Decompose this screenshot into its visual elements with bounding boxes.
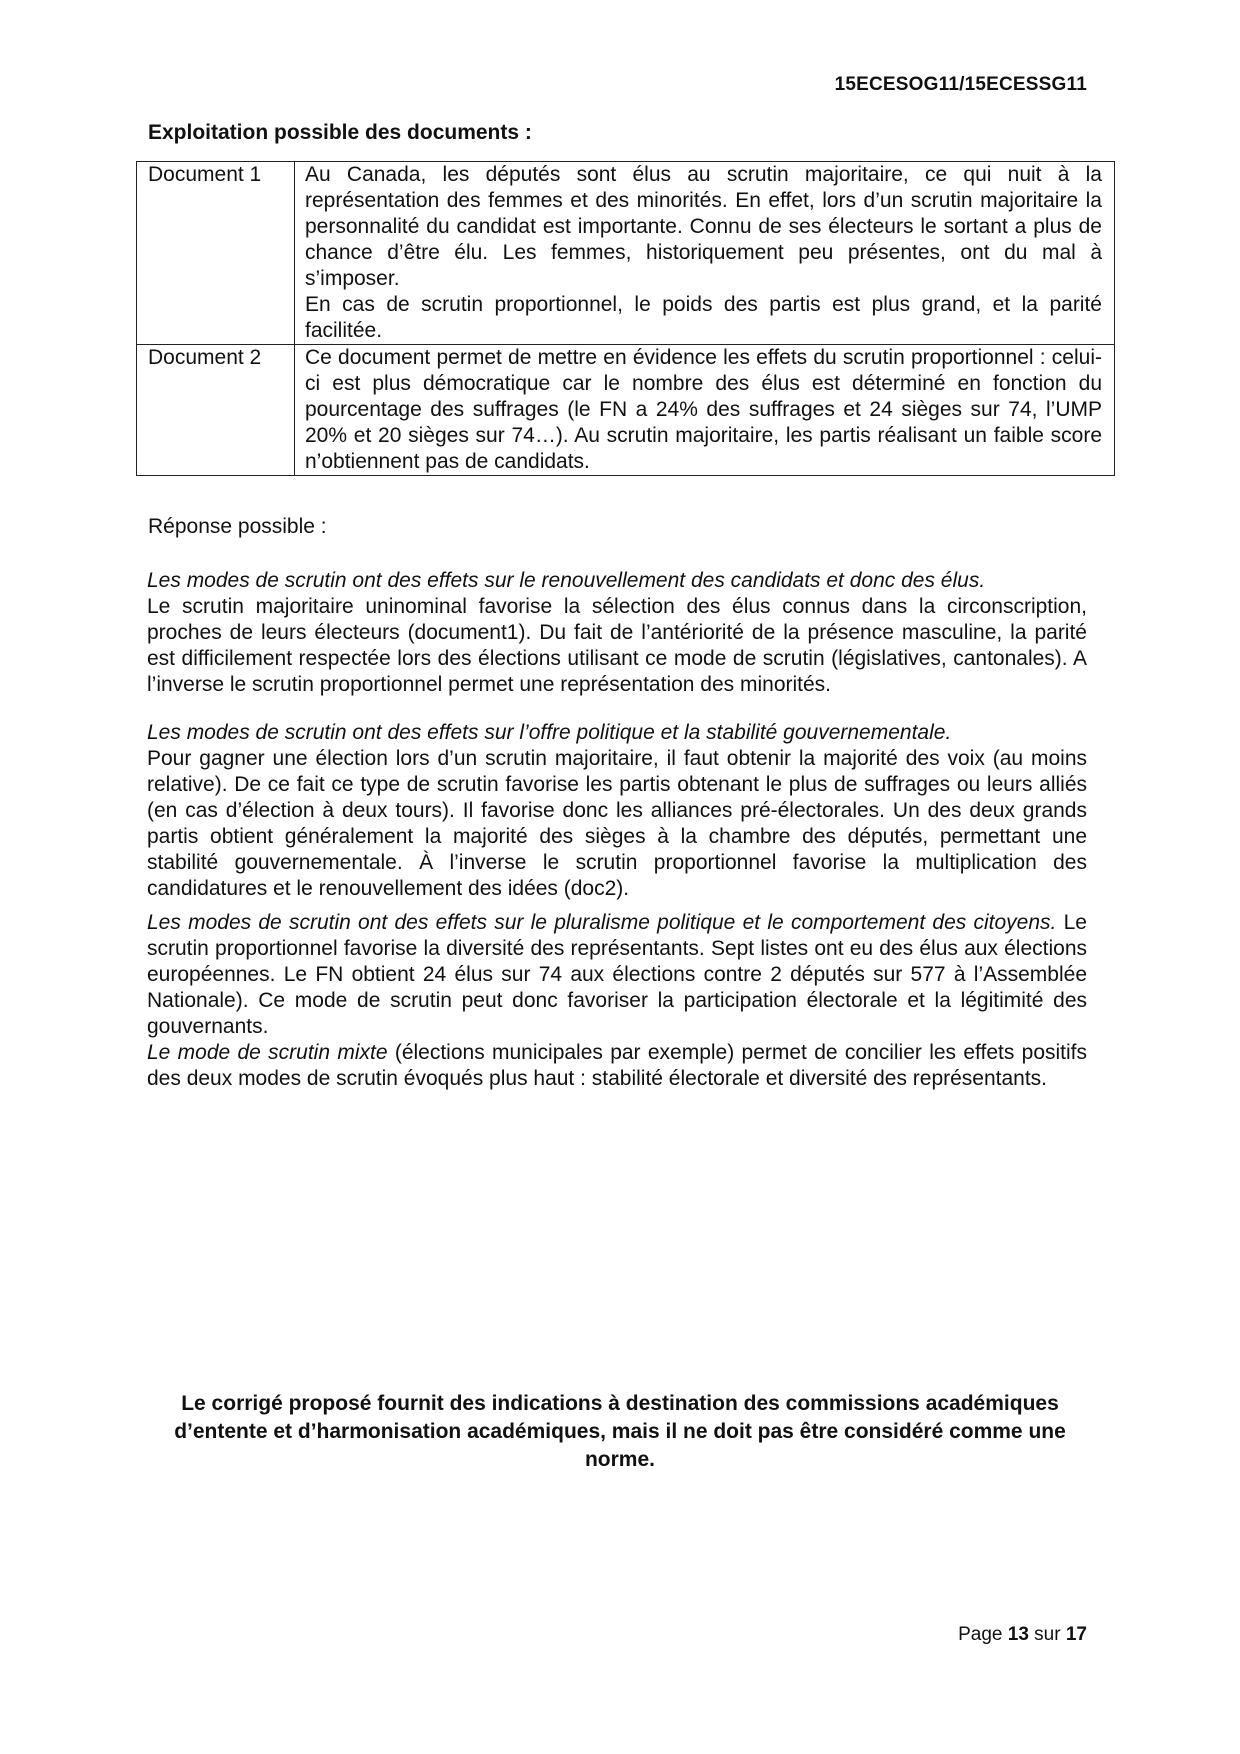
page-number <box>958 1622 1087 1648</box>
answer-heading: Les modes de scrutin ont des effets sur le pluralisme politique et le comportement des citoyens. <box>147 911 1057 934</box>
document-paragraph: En cas de scrutin proportionnel, le poids des partis est plus grand, et la parité facilitée. <box>305 293 1102 342</box>
document-code: 15ECESOG11/15ECESSG11 <box>834 74 1087 95</box>
document-paragraph: Au Canada, les députés sont élus au scrutin majoritaire, ce qui nuit à la représentation des femmes et des minorités. En effet, lors d’un scrutin majoritaire la personnalité du candidat est importante. Connu de ses électeurs le sortant a plus de chance d’être élu. Les femmes, historiquement peu présentes, ont du mal à s’imposer. <box>305 163 1102 290</box>
answer-heading: Les modes de scrutin ont des effets sur le renouvellement des candidats et donc des élus. <box>147 569 986 592</box>
disclaimer: Le corrigé proposé fournit des indications à destination des commissions académiques d’entente et d’harmonisation académiques, mais il ne doit pas être considéré comme une norme. <box>174 1392 1066 1471</box>
document-paragraph: Ce document permet de mettre en évidence les effets du scrutin proportionnel : celui-ci est plus démocratique car le nombre des élus est déterminé en fonction du pourcentage des suffrages (le FN a 24% des suffrages et 24 sièges sur 74, l’UMP 20% et 20 sièges sur 74…). Au scrutin majoritaire, les partis réalisant un faible score n’obtiennent pas de candidats. <box>305 346 1102 473</box>
answer-text: (élections municipales par exemple) permet de concilier les effets positifs des deux modes de scrutin évoqués plus haut : stabilité électorale et diversité des représentants. <box>147 1041 1088 1090</box>
answer-text: Le scrutin proportionnel favorise la diversité des représentants. Sept listes ont eu des élus aux élections européennes. Le FN obtient 24 élus sur 74 aux élections contre 2 députés sur 577 à l’Assemblée Nationale). Ce mode de scrutin peut donc favoriser la participation électorale et la légitimité des gouvernants. <box>147 911 1087 1038</box>
answer-block <box>147 568 1087 698</box>
answer-label: Réponse possible : <box>148 515 327 538</box>
answer-block <box>147 720 1087 902</box>
page-total: 17 <box>1065 1624 1087 1645</box>
document-description <box>295 345 1115 476</box>
table-row <box>137 162 1115 345</box>
page-separator: sur <box>1028 1624 1066 1645</box>
document-label: Document 2 <box>137 345 295 476</box>
answer-text: Le scrutin majoritaire uninominal favorise la sélection des élus connus dans la circonscription, proches de leurs électeurs (document1). Du fait de l’antériorité de la présence masculine, la parité est difficilement respectée lors des élections utilisant ce mode de scrutin (législatives, cantonales). A l’inverse le scrutin proportionnel permet une représentation des minorités. <box>147 595 1087 696</box>
page-current: 13 <box>1007 1624 1029 1645</box>
answer-block <box>147 910 1087 1040</box>
answer-text: Pour gagner une élection lors d’un scrutin majoritaire, il faut obtenir la majorité des voix (au moins relative). De ce fait ce type de scrutin favorise les partis obtenant le plus de suffrages ou leurs alliés (en cas d’élection à deux tours). Il favorise donc les alliances pré-électorales. Un des deux grands partis obtient généralement la majorité des sièges à la chambre des députés, permettant une stabilité gouvernementale. À l’inverse le scrutin proportionnel favorise la multiplication des candidatures et le renouvellement des idées (doc2). <box>147 747 1087 900</box>
section-title: Exploitation possible des documents : <box>148 121 532 144</box>
answer-block <box>147 1040 1087 1092</box>
answer-heading: Les modes de scrutin ont des effets sur l’offre politique et la stabilité gouvernementale. <box>147 721 952 744</box>
documents-table <box>136 161 1115 476</box>
answer-body <box>147 568 1087 1092</box>
table-row <box>137 345 1115 476</box>
page-prefix: Page <box>958 1624 1008 1645</box>
document-description <box>295 162 1115 345</box>
document-label: Document 1 <box>137 162 295 345</box>
answer-heading: Le mode de scrutin mixte <box>147 1041 388 1064</box>
